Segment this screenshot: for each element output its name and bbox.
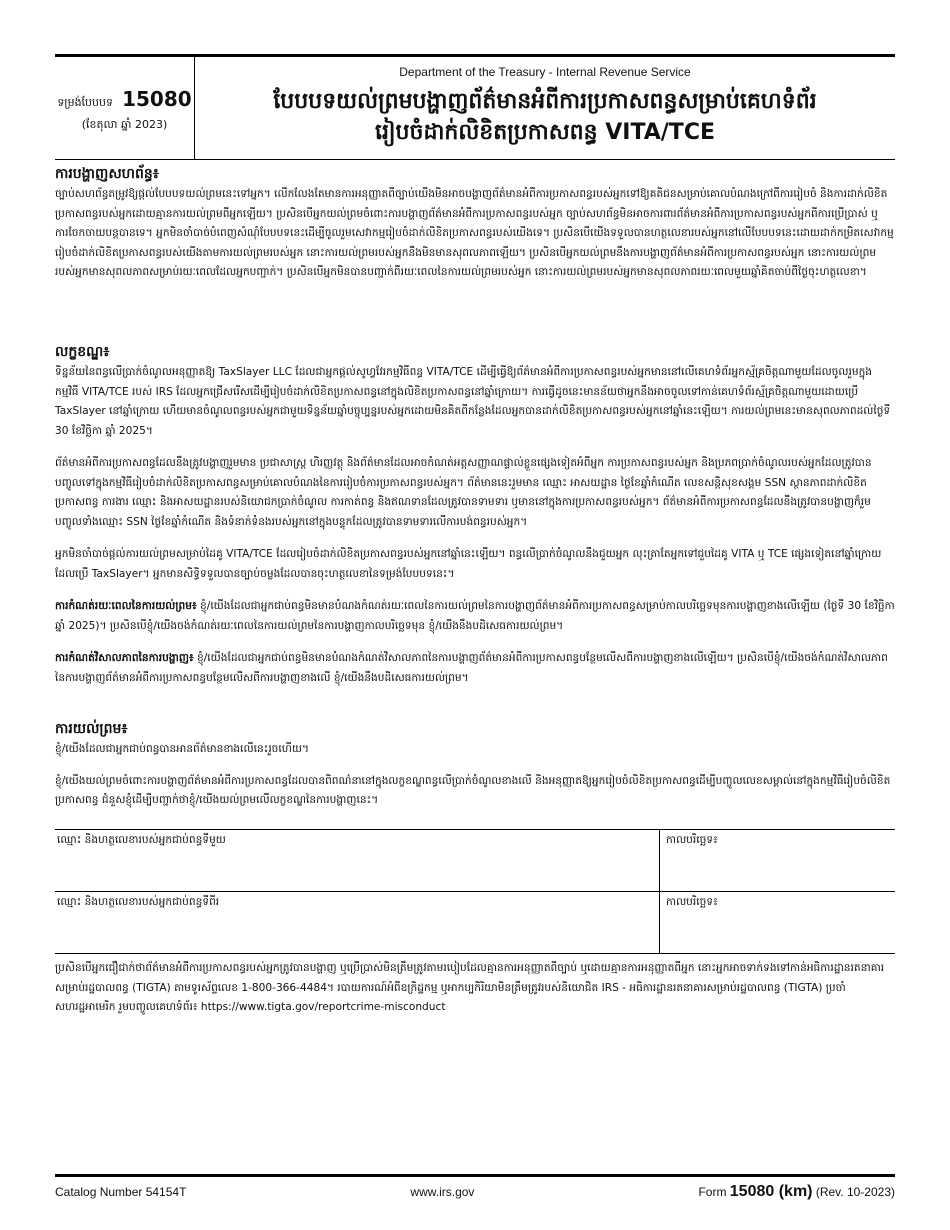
primary-date-field[interactable]	[660, 830, 895, 891]
duration-text: ខ្ញុំ/យើងដែលជាអ្នកជាប់ពន្ធមិនមានបំណងកំណត់រយៈពេលនៃការយល់ព្រមនៃការបង្ហាញព័ត៌មានអំពីការប្រកាសពន្ធសម្រាប់កាលបរិច្ឆេទមុនការបង្ហាញខាងលើឡើយ (ថ្ងៃទី 30 ខែវិច្ឆិកាឆ្នាំ 2025)។ ប្រសិនបើខ្ញុំ/យើងចង់កំណត់រយៈពេលនៃការយល់ព្រមនៃការបង្ហាញកាលបរិច្ឆេទមុន ខ្ញុំ/យើងនឹងបដិសេធការយល់ព្រម។	[55, 600, 895, 632]
consent-paragraph-2: ខ្ញុំ/យើងយល់ព្រមចំពោះការបង្ហាញព័ត៌មានអំពីការប្រកាសពន្ធដែលបានពិពណ៌នានៅក្នុងលក្ខខណ្ឌពន្ធលើប្រាក់ចំណូលខាងលើ និងអនុញ្ញាតឱ្យអ្នករៀបចំលិខិតប្រកាសពន្ធដើម្បីបញ្ចូលលេខសម្គាល់នៅក្នុងកម្មវិធីរៀបចំលិខិតប្រកាសពន្ធ ជំនួសខ្ញុំដើម្បីបញ្ជាក់ថាខ្ញុំ/យើងយល់ព្រមលើលក្ខខណ្ឌនៃការបង្ហាញនេះ។	[55, 774, 891, 806]
scope-paragraph	[55, 649, 895, 688]
footer-revision: (Rev. 10-2023)	[815, 1185, 895, 1199]
consent-heading: ការយល់ព្រម៖	[55, 721, 128, 737]
terms-paragraph-2: ព័ត៌មានអំពីការប្រកាសពន្ធដែលនឹងត្រូវបង្ហាញរួមមាន ប្រជាសាស្រ្ត ហិរញ្ញវត្ថុ និងព័ត៌មានដែលអាចកំណត់អត្តសញ្ញាណផ្ទាល់ខ្លួនផ្សេងទៀតអំពីអ្នក ការប្រកាសពន្ធរបស់អ្នក និងប្រភពប្រាក់ចំណូលរបស់អ្នកដែលត្រូវបានបញ្ចូលទៅក្នុងកម្មវិធីរៀបចំដាក់លិខិតប្រកាសពន្ធសម្រាប់គោលបំណងនៃការរៀបចំការប្រកាសពន្ធរបស់អ្នក។ ព័ត៌មាននេះរួមមាន ឈ្មោះ អាសយដ្ឋាន ថ្ងៃខែឆ្នាំកំណើត លេខសន្តិសុខសង្គម SSN ស្ថានភាពដាក់លិខិតប្រកាសពន្ធ ការងារ ឈ្មោះ និងអាសយដ្ឋានរបស់និយោជកប្រាក់ចំណូល ការកាត់ពន្ធ និងឥណទានដែលត្រូវបានទាមទារ ឬមាននៅក្នុងការប្រកាសពន្ធរបស់អ្នក។ ព័ត៌មានអំពីការប្រកាសពន្ធដែលនឹងត្រូវបានបង្ហាញក៏រួមបញ្ចូលទាំងឈ្មោះ SSN ថ្ងៃខែឆ្នាំកំណើត និងទំនាក់ទំនងរបស់អ្នកនៅក្នុងបន្ទុកដែលត្រូវបានទាមទារលើការបង់ពន្ធរបស់អ្នក។	[55, 457, 872, 528]
irs-website: www.irs.gov	[410, 1185, 475, 1199]
catalog-number: Catalog Number 54154T	[55, 1185, 187, 1199]
signature-table	[55, 829, 895, 954]
consent-paragraph-1: ខ្ញុំ/យើងដែលជាអ្នកជាប់ពន្ធបានអានព័ត៌មានខាងលើនេះរួចហើយ។	[55, 743, 309, 755]
secondary-signature-row	[55, 892, 895, 954]
secondary-date-label: កាលបរិច្ឆេទ៖	[666, 896, 718, 908]
form-label: ទម្រង់បែបបទ	[57, 96, 113, 109]
scope-text: ខ្ញុំ/យើងដែលជាអ្នកជាប់ពន្ធមិនមានបំណងកំណត់វិសាលភាពនៃការបង្ហាញព័ត៌មានអំពីការប្រកាសពន្ធបន្ថែមលើសពីការបង្ហាញខាងលើឡើយ។ ប្រសិនបើខ្ញុំ/យើងចង់កំណត់វិសាលភាពនៃការបង្ហាញព័ត៌មានអំពីការប្រកាសពន្ធបន្ថែមលើសពីការបង្ហាញខាងលើ ខ្ញុំ/យើងនឹងបដិសេធការយល់ព្រម។	[55, 652, 888, 684]
terms-heading: លក្ខខណ្ឌ៖	[55, 344, 110, 360]
form-page	[55, 54, 895, 1200]
duration-label: ការកំណត់រយៈពេលនៃការយល់ព្រម៖	[55, 600, 197, 612]
form-number: 15080	[122, 87, 192, 111]
tigta-notice: ប្រសិនបើអ្នកជឿជាក់ថាព័ត៌មានអំពីការប្រកាសពន្ធរបស់អ្នកត្រូវបានបង្ហាញ ឬប្រើប្រាស់មិនត្រឹមត្រូវតាមរបៀបដែលគ្មានការអនុញ្ញាតពីច្បាប់ ឬដោយគ្មានការអនុញ្ញាតពីអ្នក នោះអ្នកអាចទាក់ទងទៅកាន់អធិការដ្ឋានរតនាគារសម្រាប់រដ្ឋបាលពន្ធ (TIGTA) តាមទូរស័ព្ទលេខ 1-800-366-4484។ របាយការណ៍អំពីឧក្រិដ្ឋកម្ម ឬអាកប្បកិរិយាមិនត្រឹមត្រូវរបស់និយោជិត IRS - អធិការដ្ឋានរតនាគារសម្រាប់រដ្ឋបាលពន្ធ (TIGTA) ប្រចាំសហរដ្ឋអាមេរិក រួមបញ្ចូលគេហទំព័រ៖ https://www.tigta.gov/reportcrime-misconduct	[55, 962, 885, 1013]
secondary-signature-label: ឈ្មោះ និងហត្ថលេខារបស់អ្នកជាប់ពន្ធទីពីរ	[57, 896, 220, 908]
form-header	[55, 54, 895, 160]
secondary-signature-field[interactable]	[55, 892, 660, 953]
department-name: Department of the Treasury - Internal Revenue Service	[399, 65, 691, 79]
disclosure-section	[55, 164, 895, 283]
terms-section	[55, 342, 895, 688]
disclosure-body: ច្បាប់សហព័ន្ធតម្រូវឱ្យផ្តល់បែបបទយល់ព្រមនេះទៅអ្នក។ លើកលែងតែមានការអនុញ្ញាតពីច្បាប់យើងមិនអាចបង្ហាញព័ត៌មានអំពីការប្រកាសពន្ធរបស់អ្នកទៅឱ្យគតិជនសម្រាប់គោលបំណងក្រៅពីការរៀបចំ និងការដាក់លិខិតប្រកាសពន្ធរបស់អ្នកដោយគ្មានការយល់ព្រមពីអ្នកឡើយ។ ប្រសិនបើអ្នកយល់ព្រមចំពោះការបង្ហាញព័ត៌មានអំពីការប្រកាសពន្ធរបស់អ្នក ច្បាប់សហព័ន្ធមិនអាចការពារព័ត៌មានអំពីការប្រកាសពន្ធរបស់អ្នកពីការប្រើប្រាស់ ឬការចែកចាយបន្តបានទេ។ អ្នកមិនចាំបាច់បំពេញសំណុំបែបបទនេះដើម្បីចូលរួមសេវាកម្មរៀបចំដាក់លិខិតប្រកាសពន្ធរបស់យើងទេ។ ប្រសិនបើយើងទទួលបានហត្ថលេខារបស់អ្នកនៅលើបែបបទនេះដោយដាក់កម្រិតសេវាកម្មរៀបចំដាក់លិខិតប្រកាសពន្ធរបស់យើងតាមការយល់ព្រមរបស់អ្នក នោះការយល់ព្រមរបស់អ្នកនឹងមិនមានសុពលភាពឡើយ។ ប្រសិនបើអ្នកយល់ព្រមនឹងការបង្ហាញព័ត៌មានអំពីការប្រកាសពន្ធរបស់អ្នក នោះការយល់ព្រមរបស់អ្នកមានសុពលភាពសម្រាប់រយៈពេលដែលអ្នកបញ្ជាក់។ ប្រសិនបើអ្នកមិនបានបញ្ជាក់ពីរយៈពេលនៃការយល់ព្រមរបស់អ្នក នោះការយល់ព្រមរបស់អ្នកមានសុពលភាពរយៈពេលមួយឆ្នាំគិតចាប់ពីថ្ងៃចុះហត្ថលេខា។	[55, 188, 894, 278]
footer-form-number: 15080 (km)	[729, 1183, 813, 1200]
page-footer	[55, 1174, 895, 1201]
terms-paragraph-1: ទិន្នន័យនៃពន្ធលើប្រាក់ចំណូលអនុញ្ញាតឱ្យ TaxSlayer LLC ដែលជាអ្នកផ្តល់សូហ្វវែរកម្មវិធីពន្ធ VITA/TCE ដើម្បីធ្វើឱ្យព័ត៌មានអំពីការប្រកាសពន្ធរបស់អ្នកមាននៅលើគេហទំព័រអ្នកស្ម័គ្រចិត្តណាមួយដែលចូលរួមក្នុងកម្មវិធី VITA/TCE របស់ IRS ដែលអ្នកជ្រើសរើសដើម្បីរៀបចំដាក់លិខិតប្រកាសពន្ធនៅក្នុងលិខិតប្រកាសពន្ធនៅឆ្នាំក្រោយ។ ការធ្វើដូចនេះមានន័យថាអ្នកនឹងអាចចូលទៅកាន់គេហទំព័រស្ម័គ្រចិត្តណាមួយដោយប្រើ TaxSlayer នៅឆ្នាំក្រោយ ហើយមានចំណូលពន្ធរបស់អ្នកជាមួយទិន្នន័យឆ្នាំបច្ចុប្បន្នរបស់អ្នកដោយមិនគិតពីកន្លែងដែលអ្នកបានដាក់លិខិតប្រកាសពន្ធរបស់អ្នកនៅឆ្នាំនេះឡើយ។ ការយល់ព្រមនេះមានសុពលភាពដល់ថ្ងៃទី 30 ខែវិច្ឆិកា ឆ្នាំ 2025។	[55, 366, 891, 437]
duration-paragraph	[55, 597, 895, 636]
scope-label: ការកំណត់វិសាលភាពនៃការបង្ហាញ៖	[55, 652, 194, 664]
terms-paragraph-3: អ្នកមិនចាំបាច់ផ្តល់ការយល់ព្រមសម្រាប់ដៃគូ VITA/TCE ដែលរៀបចំដាក់លិខិតប្រកាសពន្ធរបស់អ្នកនៅឆ្នាំនេះឡើយ។ ពន្ធលើប្រាក់ចំណូលនឹងជួយអ្នក លុះត្រាតែអ្នកទៅជួបដៃគូ VITA ឬ TCE ផ្សេងទៀតនៅឆ្នាំក្រោយដែលប្រើ TaxSlayer។ អ្នកមានសិទ្ធិទទួលបានច្បាប់ចម្លងដែលបានចុះហត្ថលេខានៃទម្រង់បែបបទនេះ។	[55, 548, 882, 580]
primary-signature-label: ឈ្មោះ និងហត្ថលេខារបស់អ្នកជាប់ពន្ធទីមួយ	[57, 834, 226, 846]
primary-signature-field[interactable]	[55, 830, 660, 891]
disclosure-heading: ការបង្ហាញសហព័ន្ធ៖	[55, 166, 159, 182]
primary-date-label: កាលបរិច្ឆេទ៖	[666, 834, 718, 846]
footer-form-id	[698, 1183, 895, 1201]
form-title-line2: រៀបចំដាក់លិខិតប្រកាសពន្ធ VITA/TCE	[375, 120, 715, 145]
form-date: (ខែតុលា ឆ្នាំ 2023)	[81, 118, 168, 131]
footer-form-word: Form	[698, 1185, 727, 1199]
consent-section	[55, 719, 895, 811]
form-title-line1: បែបបទយល់ព្រមបង្ហាញព័ត៌មានអំពីការប្រកាសពន្ធសម្រាប់គេហទំព័រ	[273, 89, 817, 114]
form-id-block	[55, 57, 195, 159]
primary-signature-row	[55, 830, 895, 892]
secondary-date-field[interactable]	[660, 892, 895, 953]
title-block	[195, 57, 895, 159]
